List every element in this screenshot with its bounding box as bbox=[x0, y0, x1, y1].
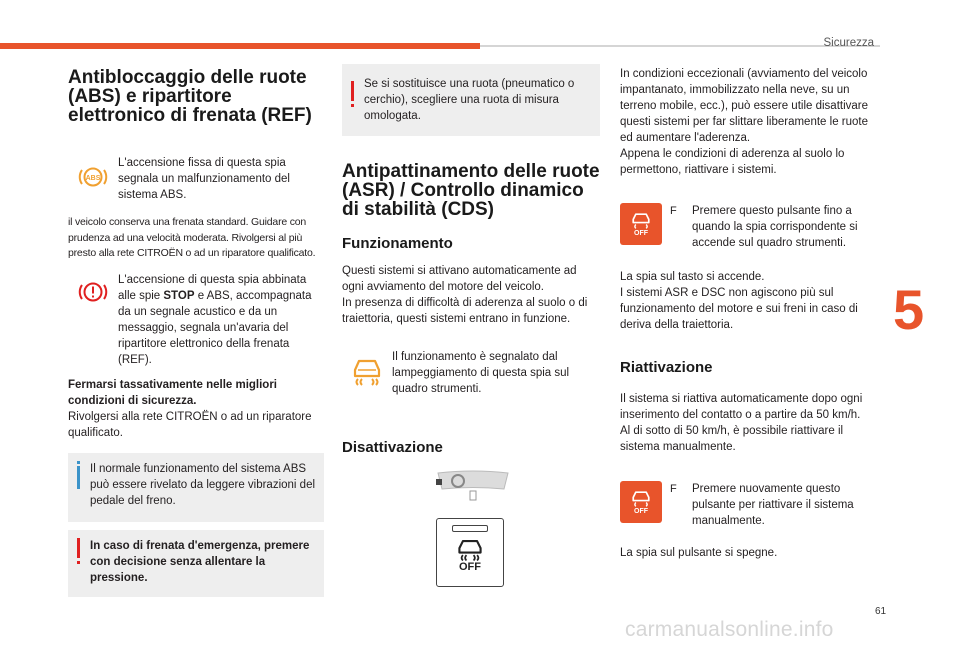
wheel-warning-text: Se si sostituisce una ruota (pneumatico o cerchio), scegliere una ruota di misura omologata. bbox=[364, 78, 575, 122]
header-rule bbox=[480, 45, 880, 47]
end-text: La spia sul pulsante si spegne. bbox=[620, 547, 778, 559]
header-accent-bar bbox=[0, 43, 480, 49]
asr-heading: Antipattinamento delle ruote (ASR) / Controllo dinamico di stabilità (CDS) bbox=[342, 161, 600, 220]
operation-subheading: Funzionamento bbox=[342, 235, 453, 252]
wheel-replacement-warning bbox=[342, 64, 600, 136]
dashboard-illustration bbox=[436, 469, 510, 505]
column-1 bbox=[68, 64, 324, 597]
ref-warning-block bbox=[68, 272, 324, 368]
button-indicator-led bbox=[452, 525, 488, 532]
reactivate-step-text: Premere nuovamente questo pulsante per riattivare il sistema manualmente. bbox=[692, 483, 854, 527]
intro-text-2: Appena le condizioni di aderenza al suolo lo permettono, riattivare i sistemi. bbox=[620, 148, 845, 176]
watermark: carmanualsonline.info bbox=[625, 618, 834, 641]
reactivate-step-text-row bbox=[670, 481, 878, 529]
asr-indicator-text: Il funzionamento è segnalato dal lampeggiamento di questa spia sul quadro strumenti. bbox=[392, 351, 570, 395]
deactivate-step bbox=[620, 203, 878, 251]
stop-instructions bbox=[68, 377, 324, 441]
asr-off-button-icon[interactable] bbox=[620, 203, 662, 245]
info-icon bbox=[77, 466, 80, 489]
ref-text-part-2: e ABS, accompagnata da un segnale acustico e da un messaggio, segnala un'avaria del ripartitore elettronico della frenata (REF). bbox=[118, 289, 312, 366]
warning-icon bbox=[351, 81, 354, 101]
abs-warning-icon bbox=[78, 165, 108, 189]
asr-off-button-closeup[interactable] bbox=[436, 518, 504, 587]
ref-warning-text bbox=[118, 272, 324, 368]
abs-warning-block bbox=[68, 155, 324, 203]
bullet-marker: F bbox=[670, 205, 677, 217]
operation-text-1: Questi sistemi si attivano automaticamente ad ogni avviamento del motore del veicolo. bbox=[342, 265, 577, 293]
stop-instruction-bold: Fermarsi tassativamente nelle migliori condizioni di sicurezza. bbox=[68, 378, 278, 407]
operation-text-2: In presenza di difficoltà di aderenza al suolo o di traiettoria, questi sistemi entrano in funzione. bbox=[342, 297, 588, 325]
reactivate-step bbox=[620, 481, 878, 529]
section-title: Sicurezza bbox=[823, 37, 874, 49]
column-2 bbox=[342, 64, 600, 587]
deactivation-subheading: Disattivazione bbox=[342, 439, 443, 456]
abs-heading: Antibloccaggio delle ruote (ABS) e ripartitore elettronico di frenata (REF) bbox=[68, 67, 312, 126]
info-note bbox=[68, 453, 324, 522]
info-note-text: Il normale funzionamento del sistema ABS può essere rivelato da leggere vibrazioni del pedale del freno. bbox=[90, 462, 316, 507]
intro-text: In condizioni eccezionali (avviamento del veicolo impantanato, immobilizzato nella neve, su un terreno mobile, ecc.), può essere utile disattivare questi sistemi per far slittare liberamente le ruote ed aumentare l'aderenza. bbox=[620, 68, 869, 144]
reactivation-text: Il sistema si riattiva automaticamente dopo ogni inserimento del contatto o a partire da 50 km/h. bbox=[620, 393, 863, 421]
asr-indicator-block bbox=[342, 349, 600, 397]
page-number: 61 bbox=[875, 606, 887, 617]
stop-instruction-text: Rivolgersi alla rete CITROËN o ad un riparatore qualificato. bbox=[68, 410, 312, 439]
bullet-marker: F bbox=[670, 483, 677, 495]
asr-off-button-icon[interactable] bbox=[620, 481, 662, 523]
ref-text-part-1: L'accensione di questa spia abbinata alle spie bbox=[118, 273, 307, 302]
chapter-number: 5 bbox=[893, 278, 925, 341]
skid-icon bbox=[630, 489, 652, 507]
brake-warning-icon bbox=[78, 280, 108, 304]
reactivation-text-2: Al di sotto di 50 km/h, è possibile riattivare il sistema manualmente. bbox=[620, 425, 844, 453]
after-deactivation-text-1: La spia sul tasto si accende. bbox=[620, 271, 765, 283]
abs-warning-text: L'accensione fissa di questa spia segnala un malfunzionamento del sistema ABS. bbox=[118, 157, 290, 201]
abs-icon-label: ABS bbox=[85, 175, 101, 182]
skid-off-icon bbox=[455, 537, 485, 561]
emergency-braking-warning bbox=[68, 530, 324, 597]
skid-icon bbox=[630, 211, 652, 229]
deactivate-step-text: Premere questo pulsante fino a quando la spia corrispondente si accende sul quadro strumenti. bbox=[692, 205, 858, 249]
reactivation-subheading: Riattivazione bbox=[620, 359, 713, 376]
after-deactivation-text-2: I sistemi ASR e DSC non agiscono più sul funzionamento del motore e sui freni in caso di deriva della traiettoria. bbox=[620, 287, 858, 331]
emergency-warning-text: In caso di frenata d'emergenza, premere con decisione senza allentare la pressione. bbox=[90, 539, 310, 584]
off-label: OFF bbox=[634, 508, 648, 515]
standard-braking-text: il veicolo conserva una frenata standard. Guidare con prudenza ad una velocità moderata. Rivolgersi al più presto alla rete CITROËN o ad un riparatore qualificato. bbox=[68, 216, 316, 259]
stop-label: STOP bbox=[163, 289, 195, 302]
column-3 bbox=[620, 64, 878, 561]
off-label: OFF bbox=[459, 561, 481, 573]
off-label: OFF bbox=[634, 230, 648, 237]
skid-warning-icon bbox=[350, 357, 384, 387]
warning-icon bbox=[77, 538, 80, 558]
deactivate-step-text-row bbox=[670, 203, 878, 251]
